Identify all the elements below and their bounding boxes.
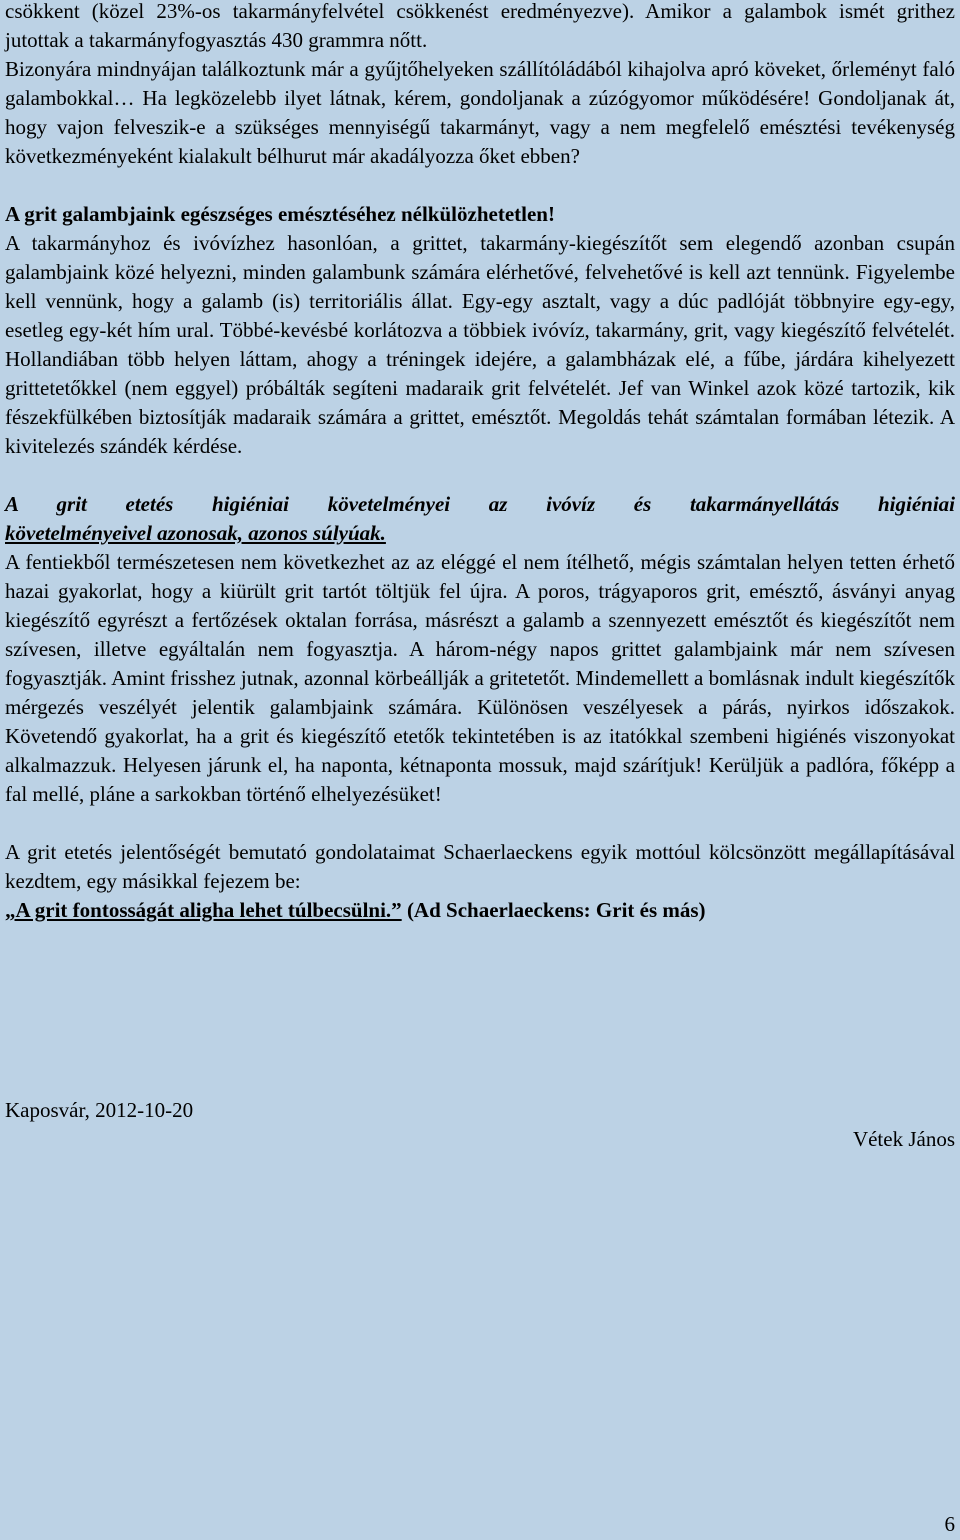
section-heading-hygiene	[5, 490, 955, 519]
section-heading-hygiene-cont	[5, 519, 955, 548]
paragraph-hygiene: A fentiekből természetesen nem következhet az az eléggé el nem ítélhető, mégis számtalan helyen tetten érhető hazai gyakorlat, hogy a kiürült grit tartót töltjük fel újra. A poros, trágyaporos grit, emésztő, ásványi anyag kiegészítő egyrészt a fertőzések oktalan forrása, másrészt a galamb a szennyezett emésztőt és kiegészítőt nem szívesen, illetve egyáltalán nem fogyasztja. A három-négy napos grittet galambjaink már nem szívesen fogyasztják. Amint frisshez jutnak, azonnal körbeállják a gritetetőt. Mindemellett a bomlásnak indult kiegészítők mérgezés veszélyét jelentik galambjaink számára. Különösen veszélyesek a párás, nyirkos időszakok. Követendő gyakorlat, ha a grit és kiegészítő etetők tekintetében is az itatókkal szembeni higiénés viszonyokat alkalmazzuk. Helyesen járunk el, ha naponta, kétnaponta mossuk, majd szárítjuk! Kerüljük a padlóra, főképp a fal mellé, pláne a sarkokban történő elhelyezésüket!	[5, 550, 955, 806]
paragraph-gap	[5, 171, 955, 200]
paragraph-closing: A grit etetés jelentőségét bemutató gondolataimat Schaerlaeckens egyik mottóul kölcsönzött megállapításával kezdtem, egy másikkal fejezem be:	[5, 840, 955, 893]
place-date: Kaposvár, 2012-10-20	[5, 1098, 194, 1122]
closing-quote	[5, 896, 955, 925]
section-heading-hygiene-line2: követelményeivel azonosak, azonos súlyúak.	[5, 521, 386, 545]
author-name: Vétek János	[852, 1127, 955, 1151]
paragraph-gizzard: Bizonyára mindnyájan találkoztunk már a gyűjtőhelyeken szállítóládából kihajolva apró köveket, őrleményt faló galambokkal… Ha legközelebb ilyet látnak, kérem, gondoljanak a zúzógyomor működésére! Gondoljanak át, hogy vajon felveszik-e a szükséges mennyiségű takarmányt, vagy a nem megfelelő emésztési tevékenység következményeként kialakult bélhurut már akadályozza őket ebben?	[5, 57, 955, 168]
quote-attribution: (Ad Schaerlaeckens: Grit és más)	[401, 898, 706, 922]
paragraph-gap	[5, 461, 955, 490]
document-page	[5, 0, 955, 925]
paragraph-access: A takarmányhoz és ivóvízhez hasonlóan, a grittet, takarmány-kiegészítőt sem elegendő azonban csupán galambjaink közé helyezni, minden galambunk számára elérhetővé, felvehetővé is kell azt tennünk. Figyelembe kell vennünk, hogy a galamb (is) territoriális állat. Egy-egy asztalt, vagy a dúc padlóját többnyire egy-egy, esetleg egy-két hím ural. Többé-kevésbé korlátozva a többiek ivóvíz, takarmány, grit, vagy kiegészítő felvételét. Hollandiában több helyen láttam, ahogy a tréningek idejére, a galambházak elé, a fűbe, járdára kihelyezett grittetetőkkel (nem eggyel) próbálták segíteni madaraik grit felvételét. Jef van Winkel azok közé tartozik, kik fészekfülkében biztosítják madaraik számára a grittet, emésztőt. Megoldás tehát számtalan formában létezik. A kivitelezés szándék kérdése.	[5, 231, 955, 458]
paragraph-gap	[5, 809, 955, 838]
quote-text: „A grit fontosságát aligha lehet túlbecsülni.”	[5, 898, 402, 922]
page-number: 6	[944, 1512, 955, 1536]
section-heading-hygiene-line1: A grit etetés higiéniai követelményei az ivóvíz és takarmányellátás higiéniai	[5, 492, 955, 516]
paragraph-feed-intake: csökkent (közel 23%-os takarmányfelvétel csökkenést eredményezve). Amikor a galambok ismét grithez jutottak a takarmányfogyasztás 430 grammra nőtt.	[5, 0, 955, 52]
section-heading-essential: A grit galambjaink egészséges emésztéséhez nélkülözhetetlen!	[5, 202, 555, 226]
